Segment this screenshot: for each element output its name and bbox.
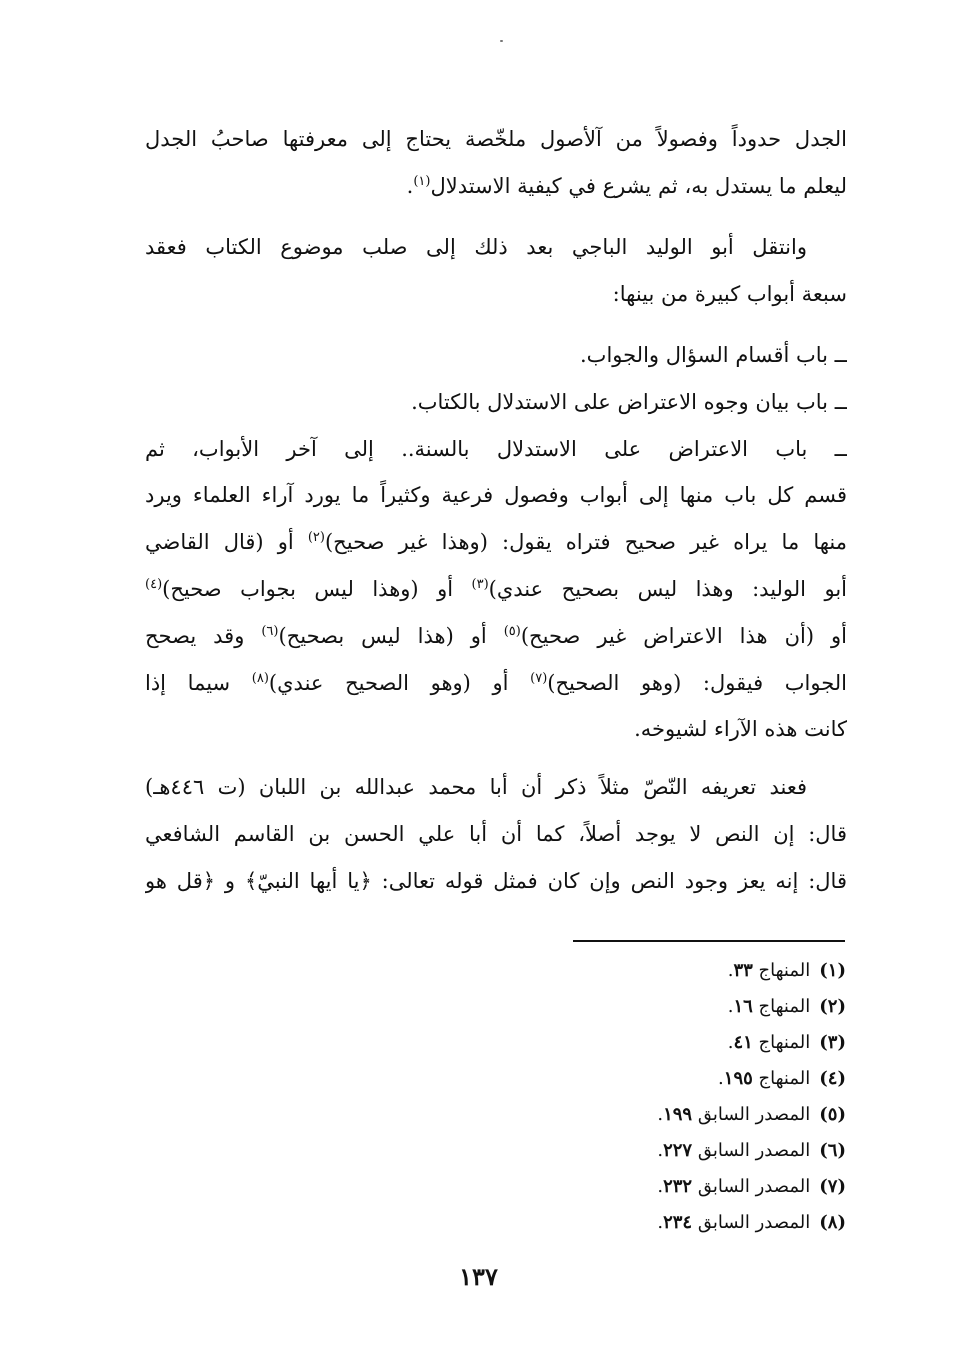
line-text: منها ما يراه غير صحيح فتراه يقول: (وهذا غير صحيح) <box>324 530 847 555</box>
paragraph-4 <box>145 764 847 904</box>
paragraph-line: قال: إنه يعز وجود النص وإن كان فمثل قوله تعالى: ﴿يا أيها النبيّ﴾ و ﴿قل هو <box>145 868 847 893</box>
footnote-source: المصدر السابق <box>697 1212 811 1233</box>
footnote-end: . <box>727 996 734 1017</box>
paragraph-line <box>145 660 847 707</box>
line-text: أو (هذا ليس بصحيح) <box>278 623 504 648</box>
footnote-end: . <box>657 1104 664 1125</box>
footnote-item <box>480 1169 846 1205</box>
paragraph-line <box>145 163 847 210</box>
footnote-end: . <box>657 1140 664 1161</box>
paragraph-2 <box>145 224 847 318</box>
footnote-page: ٣٣ <box>733 960 753 981</box>
footnote-divider <box>573 940 845 942</box>
line-text: أو (قال القاضي <box>145 530 308 555</box>
footnote-source: المنهاج <box>758 960 811 981</box>
footnote-item <box>480 1205 846 1241</box>
footnote-page: ٢٣٤ <box>663 1212 693 1233</box>
footnote-ref: (٧) <box>530 670 548 686</box>
footnote-item <box>480 953 846 989</box>
footnote-source: المنهاج <box>758 1068 811 1089</box>
footnote-page: ١٦ <box>733 996 753 1017</box>
footnote-ref: (١) <box>413 173 431 189</box>
footnote-ref: (٨) <box>251 670 269 686</box>
line-text: وقد يصحح <box>145 623 262 648</box>
footnote-item <box>480 1061 846 1097</box>
footnote-item <box>480 1097 846 1133</box>
line-text: أبو الوليد: وهذا ليس بصحيح عندي) <box>488 576 847 601</box>
paragraph-line: سبعة أبواب كبيرة من بينها: <box>612 281 847 306</box>
footnote-ref: (٥) <box>503 623 521 639</box>
footnote-source: المنهاج <box>758 996 811 1017</box>
footnote-item <box>480 989 846 1025</box>
footnote-page: ١٩٩ <box>663 1104 693 1125</box>
paragraph-line: قسم كل باب منها إلى أبواب وفصول فرعية وكثيراً ما يورد آراء العلماء ويرد <box>145 483 847 508</box>
footnote-number: (٥) <box>819 1104 846 1125</box>
paragraph-line <box>145 566 847 613</box>
footnote-number: (٢) <box>819 996 846 1017</box>
scan-speck <box>500 40 503 42</box>
footnote-number: (٤) <box>819 1068 846 1089</box>
line-end: . <box>406 173 414 198</box>
line-text: الجواب فيقول: (وهو الصحيح) <box>547 670 847 695</box>
footnote-end: . <box>727 960 734 981</box>
footnote-ref: (٣) <box>471 576 489 592</box>
line-text: أو (وهذا ليس بجواب صحيح) <box>162 576 472 601</box>
footnote-ref: (٢) <box>307 530 325 546</box>
paragraph-line <box>145 613 847 660</box>
footnote-page: ٤١ <box>733 1032 753 1053</box>
footnote-page: ٢٢٧ <box>663 1140 693 1161</box>
footnote-number: (٣) <box>819 1032 846 1053</box>
paragraph-line: كانت هذه الآراء لشيوخه. <box>634 717 847 742</box>
footnote-end: . <box>657 1212 664 1233</box>
footnote-item <box>480 1133 846 1169</box>
footnote-ref: (٤) <box>145 576 163 592</box>
footnote-source: المنهاج <box>758 1032 811 1053</box>
footnote-end: . <box>727 1032 734 1053</box>
page-number: ١٣٧ <box>459 1262 498 1291</box>
line-text: سيما إذا <box>145 670 252 695</box>
footnote-number: (١) <box>819 960 846 981</box>
footnote-source: المصدر السابق <box>697 1104 811 1125</box>
footnote-source: المصدر السابق <box>697 1140 811 1161</box>
paragraph-line: الجدل حدوداً وفصولاً من آلأصول ملخّصة يحتاج إلى معرفتها صاحبُ الجدل <box>145 127 847 151</box>
paragraph-1 <box>145 116 847 210</box>
chapter-list-item: ــ باب الاعتراض على الاستدلال بالسنة.. إلى آخر الأبواب، ثم <box>145 436 847 461</box>
paragraph-3 <box>145 332 847 753</box>
paragraph-line: قال: إن النص لا يوجد أصلاً، كما أن أبا علي الحسن بن القاسم الشافعي <box>145 821 847 846</box>
footnote-page: ٢٣٢ <box>663 1176 693 1197</box>
footnote-number: (٨) <box>819 1212 846 1233</box>
footnote-end: . <box>718 1068 724 1089</box>
line-text: أو (أن هذا الاعتراض غير صحيح) <box>520 623 847 648</box>
footnote-number: (٧) <box>819 1176 846 1197</box>
line-text: أو (وهو الصحيح عندي) <box>268 670 531 695</box>
paragraph-line: فعند تعريفه النّصّ مثلاً ذكر أن أبا محمد عبدالله بن اللبان (ت ٤٤٦هـ) <box>145 775 807 799</box>
line-text: ليعلم ما يستدل به، ثم يشرع في كيفية الاستدلال <box>430 173 847 198</box>
footnotes-list <box>480 953 846 1241</box>
chapter-list-item: ــ باب أقسام السؤال والجواب. <box>580 343 847 367</box>
footnote-source: المصدر السابق <box>697 1176 811 1197</box>
footnote-page: ١٩٥ <box>723 1068 753 1089</box>
footnote-end: . <box>657 1176 664 1197</box>
paragraph-line: وانتقل أبو الوليد الباجي بعد ذلك إلى صلب موضوع الكتاب فعقد <box>145 235 807 259</box>
footnote-ref: (٦) <box>261 623 279 639</box>
footnote-item <box>480 1025 846 1061</box>
footnote-number: (٦) <box>819 1140 846 1161</box>
chapter-list-item: ــ باب بيان وجوه الاعتراض على الاستدلال بالكتاب. <box>411 389 847 414</box>
paragraph-line <box>145 519 847 566</box>
